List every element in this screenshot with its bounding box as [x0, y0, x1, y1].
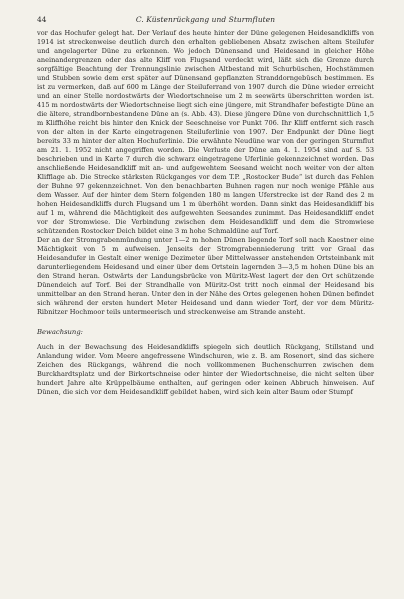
section-heading-bewachsung: Bewachsung: [37, 327, 83, 336]
page-number: 44 [37, 15, 47, 24]
page-header [37, 15, 374, 25]
paragraph-bewachsung: Auch in der Bewachsung des Heidesandkliffs spiegeln sich deutlich Rückgang, Stillstand und Anlandung wider. Vom Meere angefressene Windschuren, wie z. B. am Rosenort, sind das sichere Zeichen des Rückgangs, während die noch vollkommenen Buchenschurren zwischen dem Burckhardtsplatz und der Birkortschneise oder hinter der Wiedortschneise, die nicht selten über hundert Jahre alte Krüppelbäume enthalten, auf geringen oder keinen Abbruch hinweisen. Auf Dünen, die sich vor dem Heidesandkliff gebildet haben, wird sich kein alter Baum oder Stumpf [37, 342, 374, 396]
paragraph-2: Der an der Stromgrabenmündung unter 1—2 m hohen Dünen liegende Torf soll nach Kaestner eine Mächtigkeit von 5 m aufweisen. Jenseits der Stromgrabenniederung tritt vor Graal das Heidesandufer in Gestalt einer wenige Dezimeter über Mittelwasser anstehenden Ortsteinbank mit darunterliegendem Heidesand und einer über dem Ortstein lagernden 3—3,5 m hohen Düne bis an den Strand heran. Ostwärts der Landungsbrücke von Müritz-West lagert der den Ort schützende Dünendeich auf Torf. Bei der Strandhalle von Müritz-Ost tritt noch einmal der Heidesand bis unmittelbar an den Strand heran. Unter den in der Nähe des Ortes gelegenen hohen Dünen befindet sich während der ersten hundert Meter Heidesand und dann wieder Torf, der vor dem Müritz-Ribnitzer Hochmoor teils untermeerisch und streckenweise am Strande ansteht. [37, 236, 374, 317]
body-text [37, 29, 374, 397]
running-title: C. Küstenrückgang und Sturmfluten [135, 15, 276, 24]
paragraph-1: vor das Hochufer gelegt hat. Der Verlauf des heute hinter der Düne gelegenen Heidesandkliffs von 1914 ist streckenweise deutlich durch den erhalten gebliebenen Absatz zwischen altem Steilufer und angelagerter Düne zu erkennen. Wo jedoch Dünensand und Heidesand in gleicher Höhe aneinandergrenzen oder das alte Kliff von Flugsand verdeckt wird, läßt sich die Grenze durch sorgfältige Beachtung der Trennungslinie zwischen Altbestand mit Schurbüschen, Hochstämmen und Stubben sowie dem erst später auf Dünensand gepflanzten Stranddorngebüsch bestimmen. Es ist zu vermerken, daß auf 600 m Länge der Steiluferrand von 1907 durch die Düne wieder erreicht und an einer Stelle nordostwärts der Wiedortschneise um 2 m seewärts überschritten worden ist. 415 m nordostwärts der Wiedortschneise liegt sich eine jüngere, mit Strandhafer befestigte Düne an die ältere, strandbornbestandene Düne an (s. Abb. 43). Diese jüngere Düne von durchschnittlich 1,5 m Kliffhöhe reicht bis hinter den Knick der Seeschneise vor Punkt 706. Ihr Kliff entfernt sich rasch von der alten in der Karte eingetragenen Steiluferlinie von 1907. Der Endpunkt der Düne liegt bereits 33 m hinter der alten Hochuferlinie. Die erwähnte Neudüne war von der geringen Sturmflut am 21. 1. 1952 nicht angegriffen worden. Die Verluste der Düne am 4. 1. 1954 sind auf S. 53 beschrieben und in Karte 7 durch die schwarz eingetragene Uferlinie gekennzeichnet worden. Das anschließende Heidesandkliff mit an- und aufgewehtem Seesand weicht noch weiter von der alten Klifflage ab. Die Strecke stärksten Rückganges vor dem T.P. „Rostocker Bude“ ist durch das Fehlen der Buhne 97 gekennzeichnet. Von den benachbarten Buhnen ragen nur noch wenige Pfähle aus dem Wasser. Auf der hinter dem Stern folgenden 180 m langen Uferstrecke ist der Rand des 2 m hohen Heidesandkliffs durch Flugsand um 1 m überhöht worden. Dann sinkt das Heidesandkliff bis auf 1 m, während die Mächtigkeit des aufgewehten Seesandes zunimmt. Das Heidesandkliff endet vor der Stromwiese. Die Verbindung zwischen dem Heidesandkliff und dem die Stromwiese schützenden Rostocker Deich bildet eine 3 m hohe Schmaldüne auf Torf. [37, 29, 374, 236]
